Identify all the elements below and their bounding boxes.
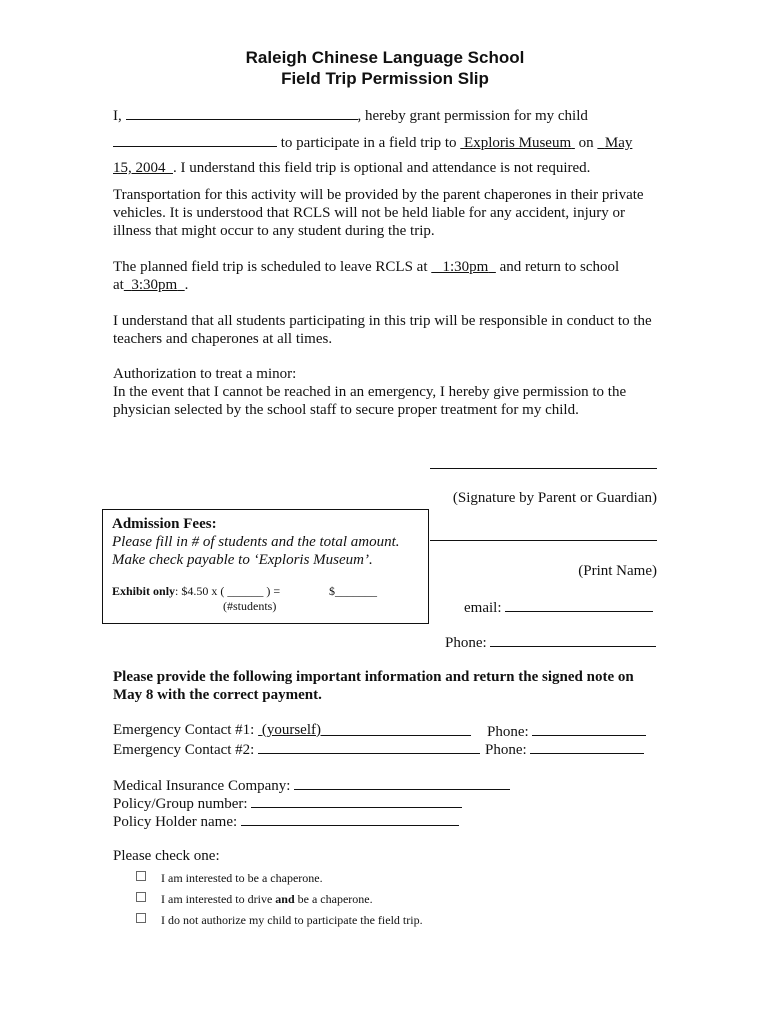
parent-name-field[interactable]: [126, 106, 358, 120]
return-text: and return to school: [499, 259, 620, 275]
return-time: 3:30pm: [131, 277, 178, 293]
fees-heading: Admission Fees:: [112, 516, 217, 532]
intro-line-3: [113, 160, 590, 177]
policy-holder-field[interactable]: [241, 812, 459, 826]
contact-1-label: Emergency Contact #1:: [113, 722, 255, 738]
email-row: [464, 598, 653, 617]
guardian-phone-row: [445, 633, 656, 652]
notice-line-1: Please provide the following important information and return the signed note on: [113, 669, 634, 685]
contact-2-phone-field[interactable]: [530, 740, 644, 754]
notice-line-2: May 8 with the correct payment.: [113, 687, 322, 703]
leave-time: 1:30pm: [442, 259, 489, 275]
on-text: on: [578, 135, 594, 151]
insurance-company-row: [113, 776, 510, 795]
signature-label: (Signature by Parent or Guardian): [452, 490, 657, 506]
school-name: Raleigh Chinese Language School: [245, 48, 525, 67]
policy-number-row: [113, 794, 462, 813]
schedule-line-1: [113, 259, 619, 276]
grant-text: , hereby grant permission for my child: [357, 108, 588, 124]
policy-holder-label: Policy Holder name:: [113, 814, 238, 830]
optional-text: . I understand this field trip is optional and attendance is not required.: [173, 160, 591, 176]
exhibit-calc[interactable]: : $4.50 x ( ______ ) =: [175, 584, 281, 598]
chaperone-checkbox[interactable]: [136, 871, 146, 881]
exhibit-label: Exhibit only: [112, 584, 176, 598]
transport-line-3: illness that might occur to any student during the trip.: [113, 223, 435, 239]
policy-number-label: Policy/Group number:: [113, 796, 248, 812]
print-name-line[interactable]: [430, 540, 657, 541]
intro-line-1: [113, 106, 588, 125]
contact-2-field[interactable]: [258, 740, 480, 754]
not-authorize-option-label: I do not authorize my child to participate the field trip.: [161, 913, 423, 927]
driver-checkbox[interactable]: [136, 892, 146, 902]
policy-holder-row: [113, 812, 459, 831]
destination: Exploris Museum: [464, 135, 572, 151]
date-part-1: May: [604, 135, 633, 151]
insurance-company-label: Medical Insurance Company:: [113, 778, 291, 794]
total-amount-field[interactable]: $_______: [329, 584, 377, 598]
chaperone-option-label: I am interested to be a chaperone.: [161, 871, 323, 885]
at-text: at: [113, 277, 124, 293]
child-name-field[interactable]: [113, 133, 277, 147]
contact-2-label: Emergency Contact #2:: [113, 742, 255, 758]
admission-fees-box: [102, 509, 429, 624]
check-heading: Please check one:: [113, 848, 220, 864]
transport-line-2: vehicles. It is understood that RCLS will not be held liable for any accident, injury or: [113, 205, 625, 221]
guardian-phone-field[interactable]: [490, 633, 656, 647]
participate-text: to participate in a field trip to: [280, 135, 457, 151]
fees-instruction-2: Make check payable to ‘Exploris Museum’.: [112, 552, 373, 568]
period: .: [184, 277, 189, 293]
fees-instruction-1: Please fill in # of students and the total amount.: [112, 534, 400, 550]
driver-option-label: I am interested to drive and be a chaperone.: [161, 892, 373, 906]
authorization-heading: Authorization to treat a minor:: [113, 366, 297, 382]
not-authorize-checkbox[interactable]: [136, 913, 146, 923]
schedule-line-2: [113, 277, 188, 294]
contact-1-phone-field[interactable]: [532, 722, 646, 736]
i-label: I,: [113, 108, 122, 124]
page-title: Field Trip Permission Slip: [281, 69, 489, 88]
email-field[interactable]: [505, 598, 653, 612]
contact-1-phone-row: [487, 722, 646, 741]
policy-number-field[interactable]: [251, 794, 462, 808]
exhibit-row: [112, 584, 280, 599]
email-label: email:: [464, 600, 502, 616]
guardian-phone-label: Phone:: [445, 635, 487, 651]
contact-1-value[interactable]: (yourself): [261, 722, 322, 738]
contact-2-phone-label: Phone:: [485, 742, 527, 758]
print-name-label: (Print Name): [578, 563, 657, 579]
signature-line[interactable]: [430, 468, 657, 469]
leave-text: The planned field trip is scheduled to leave RCLS at: [113, 259, 428, 275]
authorization-line-2: physician selected by the school staff to secure proper treatment for my child.: [113, 402, 579, 418]
conduct-line-1: I understand that all students participating in this trip will be responsible in conduct to the: [113, 313, 652, 329]
contact-1-phone-label: Phone:: [487, 724, 529, 740]
emergency-contact-2-row: [113, 740, 480, 759]
insurance-company-field[interactable]: [294, 776, 510, 790]
authorization-line-1: In the event that I cannot be reached in an emergency, I hereby give permission to the: [113, 384, 627, 400]
emergency-contact-1-row: [113, 722, 471, 739]
conduct-line-2: teachers and chaperones at all times.: [113, 331, 333, 347]
transport-line-1: Transportation for this activity will be provided by the parent chaperones in their private: [113, 187, 644, 203]
intro-line-2: [113, 133, 632, 152]
students-note: (#students): [223, 599, 277, 613]
contact-2-phone-row: [485, 740, 644, 759]
date-part-2: 15, 2004: [113, 160, 166, 176]
